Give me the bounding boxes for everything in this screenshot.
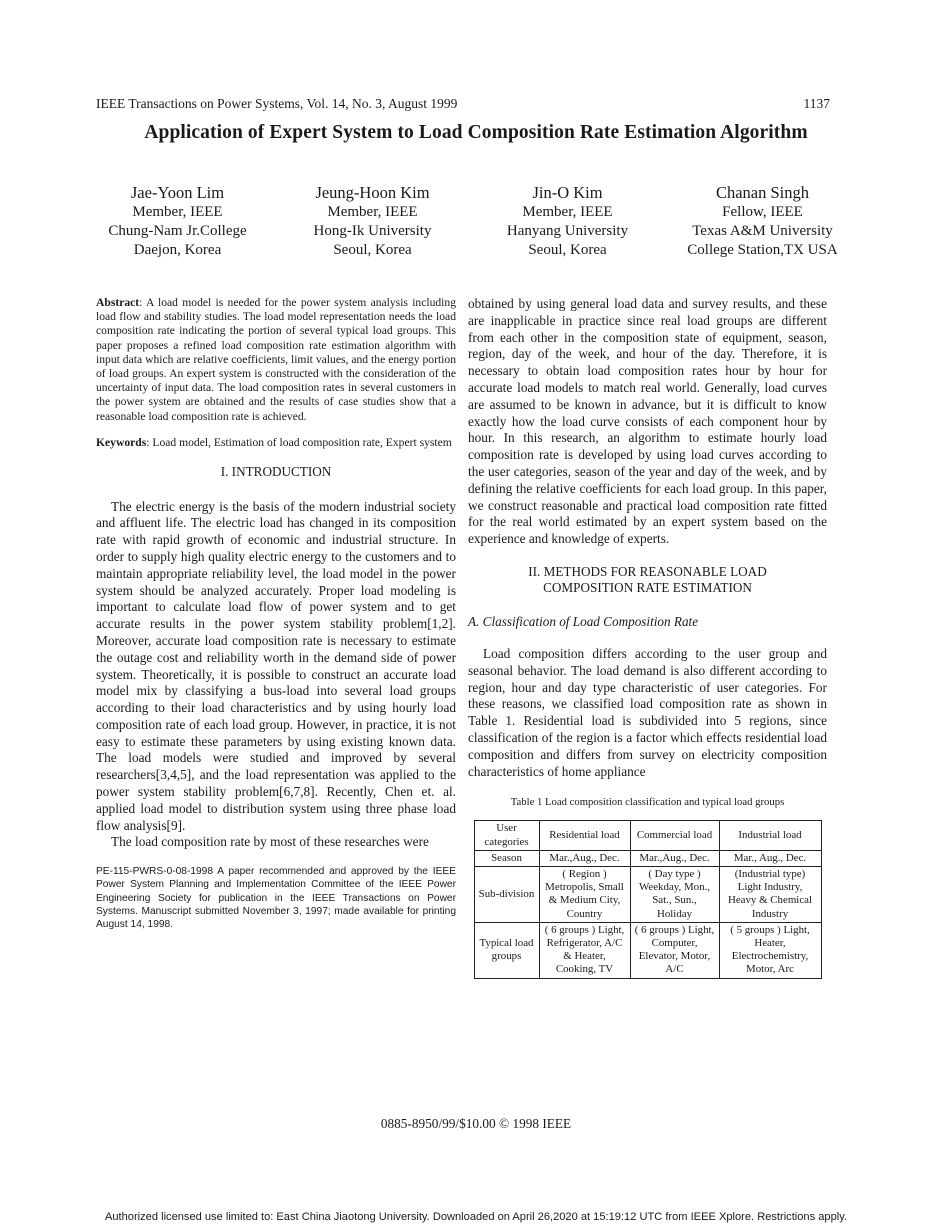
keywords-text: : Load model, Estimation of load composition rate, Expert system [146,435,452,449]
table-cell: Commercial load [630,821,719,850]
author-location: College Station,TX USA [687,242,838,258]
author-affiliation: Hanyang University [506,223,629,239]
issn-line: 0885-8950/99/$10.00 © 1998 IEEE [380,1116,572,1131]
author-name: Jin-O Kim [532,183,603,202]
table-cell: ( Region ) Metropolis, Small & Medium City, Country [539,866,630,922]
keywords-label: Keywords [96,435,147,449]
author-grade: Member, IEEE [522,204,613,220]
table-cell: Mar., Aug., Dec. [719,850,821,866]
table-cell: Residential load [539,821,630,850]
author-affiliation: Hong-Ik University [313,223,432,239]
table-cell: Industrial load [719,821,821,850]
author-name: Chanan Singh [715,183,810,202]
author [80,182,275,260]
author-location: Daejon, Korea [133,242,222,258]
author-grade: Fellow, IEEE [722,204,803,220]
license-notice: Authorized licensed use limited to: East China Jiaotong University. Downloaded on April 26,2020 at 15:19:12 UTC from IEEE Xplore. Restrictions apply. [104,1211,848,1223]
intro-paragraph-2: The load composition rate by most of these researches were [111,834,429,850]
left-column [96,296,456,931]
author-name: Jeung-Hoon Kim [315,183,430,202]
abstract [96,296,456,424]
author-name: Jae-Yoon Lim [130,183,225,202]
table-cell: Season [474,850,539,866]
load-classification-table [474,820,822,978]
table-cell: ( 5 groups ) Light, Heater, Electrochemistry, Motor, Arc [719,922,821,978]
author [665,182,860,260]
table-cell: Mar.,Aug., Dec. [539,850,630,866]
intro-paragraph: The electric energy is the basis of the modern industrial society and affluent life. The electric load has changed in its composition rate with rapid growth of economic and industrial structure. In order to supply high quality electric energy to the customers and to maintain appropriate reliability level, the load model in the power system should be analyzed accurately. Proper load modeling is important to calculate load flow of power system and to get accurate results in the power system stability problem[1,2]. Moreover, accurate load composition rate is necessary to estimate the outage cost and reliability worth in the demand side of power system. Theoretically, it is possible to construct an accurate load model mix by classifying a bus-load into several load groups according to their load characteristics and by using hourly load composition rate of each load group. However, in practice, it is not easy to estimate these parameters by using existing known data. The load models were studied and improved by several researchers[3,4,5], and the load representation was applied to the power system stability problem[6,7,8]. Recently, Chen et. al. applied load model to distribution system using three phase load flow analysis[9]. [96,498,456,833]
table-cell: (Industrial type) Light Industry, Heavy & Chemical Industry [719,866,821,922]
continued-paragraph: obtained by using general load data and survey results, and these are inapplicable in practice since real load groups are different from each other in the composition state of equipment, season, region, day of the week, and hour of the day. Therefore, it is necessary to obtain load composition rates hour by hour for accurate load models to match real world. Generally, load curves are assumed to be known in advance, but it is difficult to know exactly how the load curve consists of each component hour by hour. In this research, an algorithm to estimate hourly load composition rate is developed by using load curves according to the user categories, season of the year and day of the week, and by defining the relative coefficients for each load group. In this paper, we construct reasonable and practical load composition rate fitted for the real world estimated by an expert system based on the experience and knowledge of experts. [468,296,827,547]
page-number: 1137 [803,96,830,111]
journal-citation: IEEE Transactions on Power Systems, Vol. 14, No. 3, August 1999 [96,96,458,111]
author [275,182,470,260]
manuscript-footnote: PE-115-PWRS-0-08-1998 A paper recommended and approved by the IEEE Power System Planning and Implementation Committee of the IEEE Power Engineering Society for publication in the IEEE Transactions on Power Systems. Manuscript submitted November 3, 1997; made available for printing August 14, 1998. [96,866,456,931]
table-cell: User categories [474,821,539,850]
paper-title: Application of Expert System to Load Composition Rate Estimation Algorithm [144,122,808,143]
author-block [80,182,860,260]
author-affiliation: Chung-Nam Jr.College [108,223,247,239]
running-header [96,96,830,112]
author-location: Seoul, Korea [528,242,607,258]
right-column [468,296,827,979]
table-row [474,866,821,922]
table-row [474,821,821,850]
author-grade: Member, IEEE [327,204,418,220]
author-location: Seoul, Korea [333,242,412,258]
table-row [474,850,821,866]
author-grade: Member, IEEE [132,204,223,220]
abstract-label: Abstract [96,296,140,309]
section-paragraph: Load composition differs according to the user group and seasonal behavior. The load demand is also different according to region, hour and day type characteristic of user categories. For these reasons, we classified load composition rate as shown in Table 1. Residential load is subdivided into 5 regions, since classification of the region is a factor which effects residential load composition and differs from survey on electricity composition characteristics of home appliance [468,645,827,779]
subsection-heading: A. Classification of Load Composition Rate [468,613,699,629]
keywords [96,436,456,450]
table-cell: ( Day type ) Weekday, Mon., Sat., Sun., Holiday [630,866,719,922]
author-affiliation: Texas A&M University [692,223,833,239]
table-cell: Sub-division [474,866,539,922]
section-heading: I. INTRODUCTION [220,464,332,480]
table-cell: Typical load groups [474,922,539,978]
author [470,182,665,260]
table-cell: ( 6 groups ) Light, Computer, Elevator, Motor, A/C [630,922,719,978]
table-cell: Mar.,Aug., Dec. [630,850,719,866]
abstract-text: : A load model is needed for the power system analysis including load flow and stability studies. The load model representation needs the load composition rate indicating the portion of several typical load groups. This paper proposes a refined load composition rate estimation algorithm with input data which are relative coefficients, limit values, and the energy portion of load groups. An expert system is constructed with the consideration of the uncertainty of input data. The load composition rates in several customers in the power system are obtained and the results of case studies show that a reasonable load composition rate is achieved. [96,296,456,423]
section-heading-line2: COMPOSITION RATE ESTIMATION [543,580,752,596]
table-row [474,922,821,978]
section-heading-line1: II. METHODS FOR REASONABLE LOAD [528,563,767,579]
table-caption: Table 1 Load composition classification and typical load groups [510,796,785,809]
table-cell: ( 6 groups ) Light, Refrigerator, A/C & Heater, Cooking, TV [539,922,630,978]
